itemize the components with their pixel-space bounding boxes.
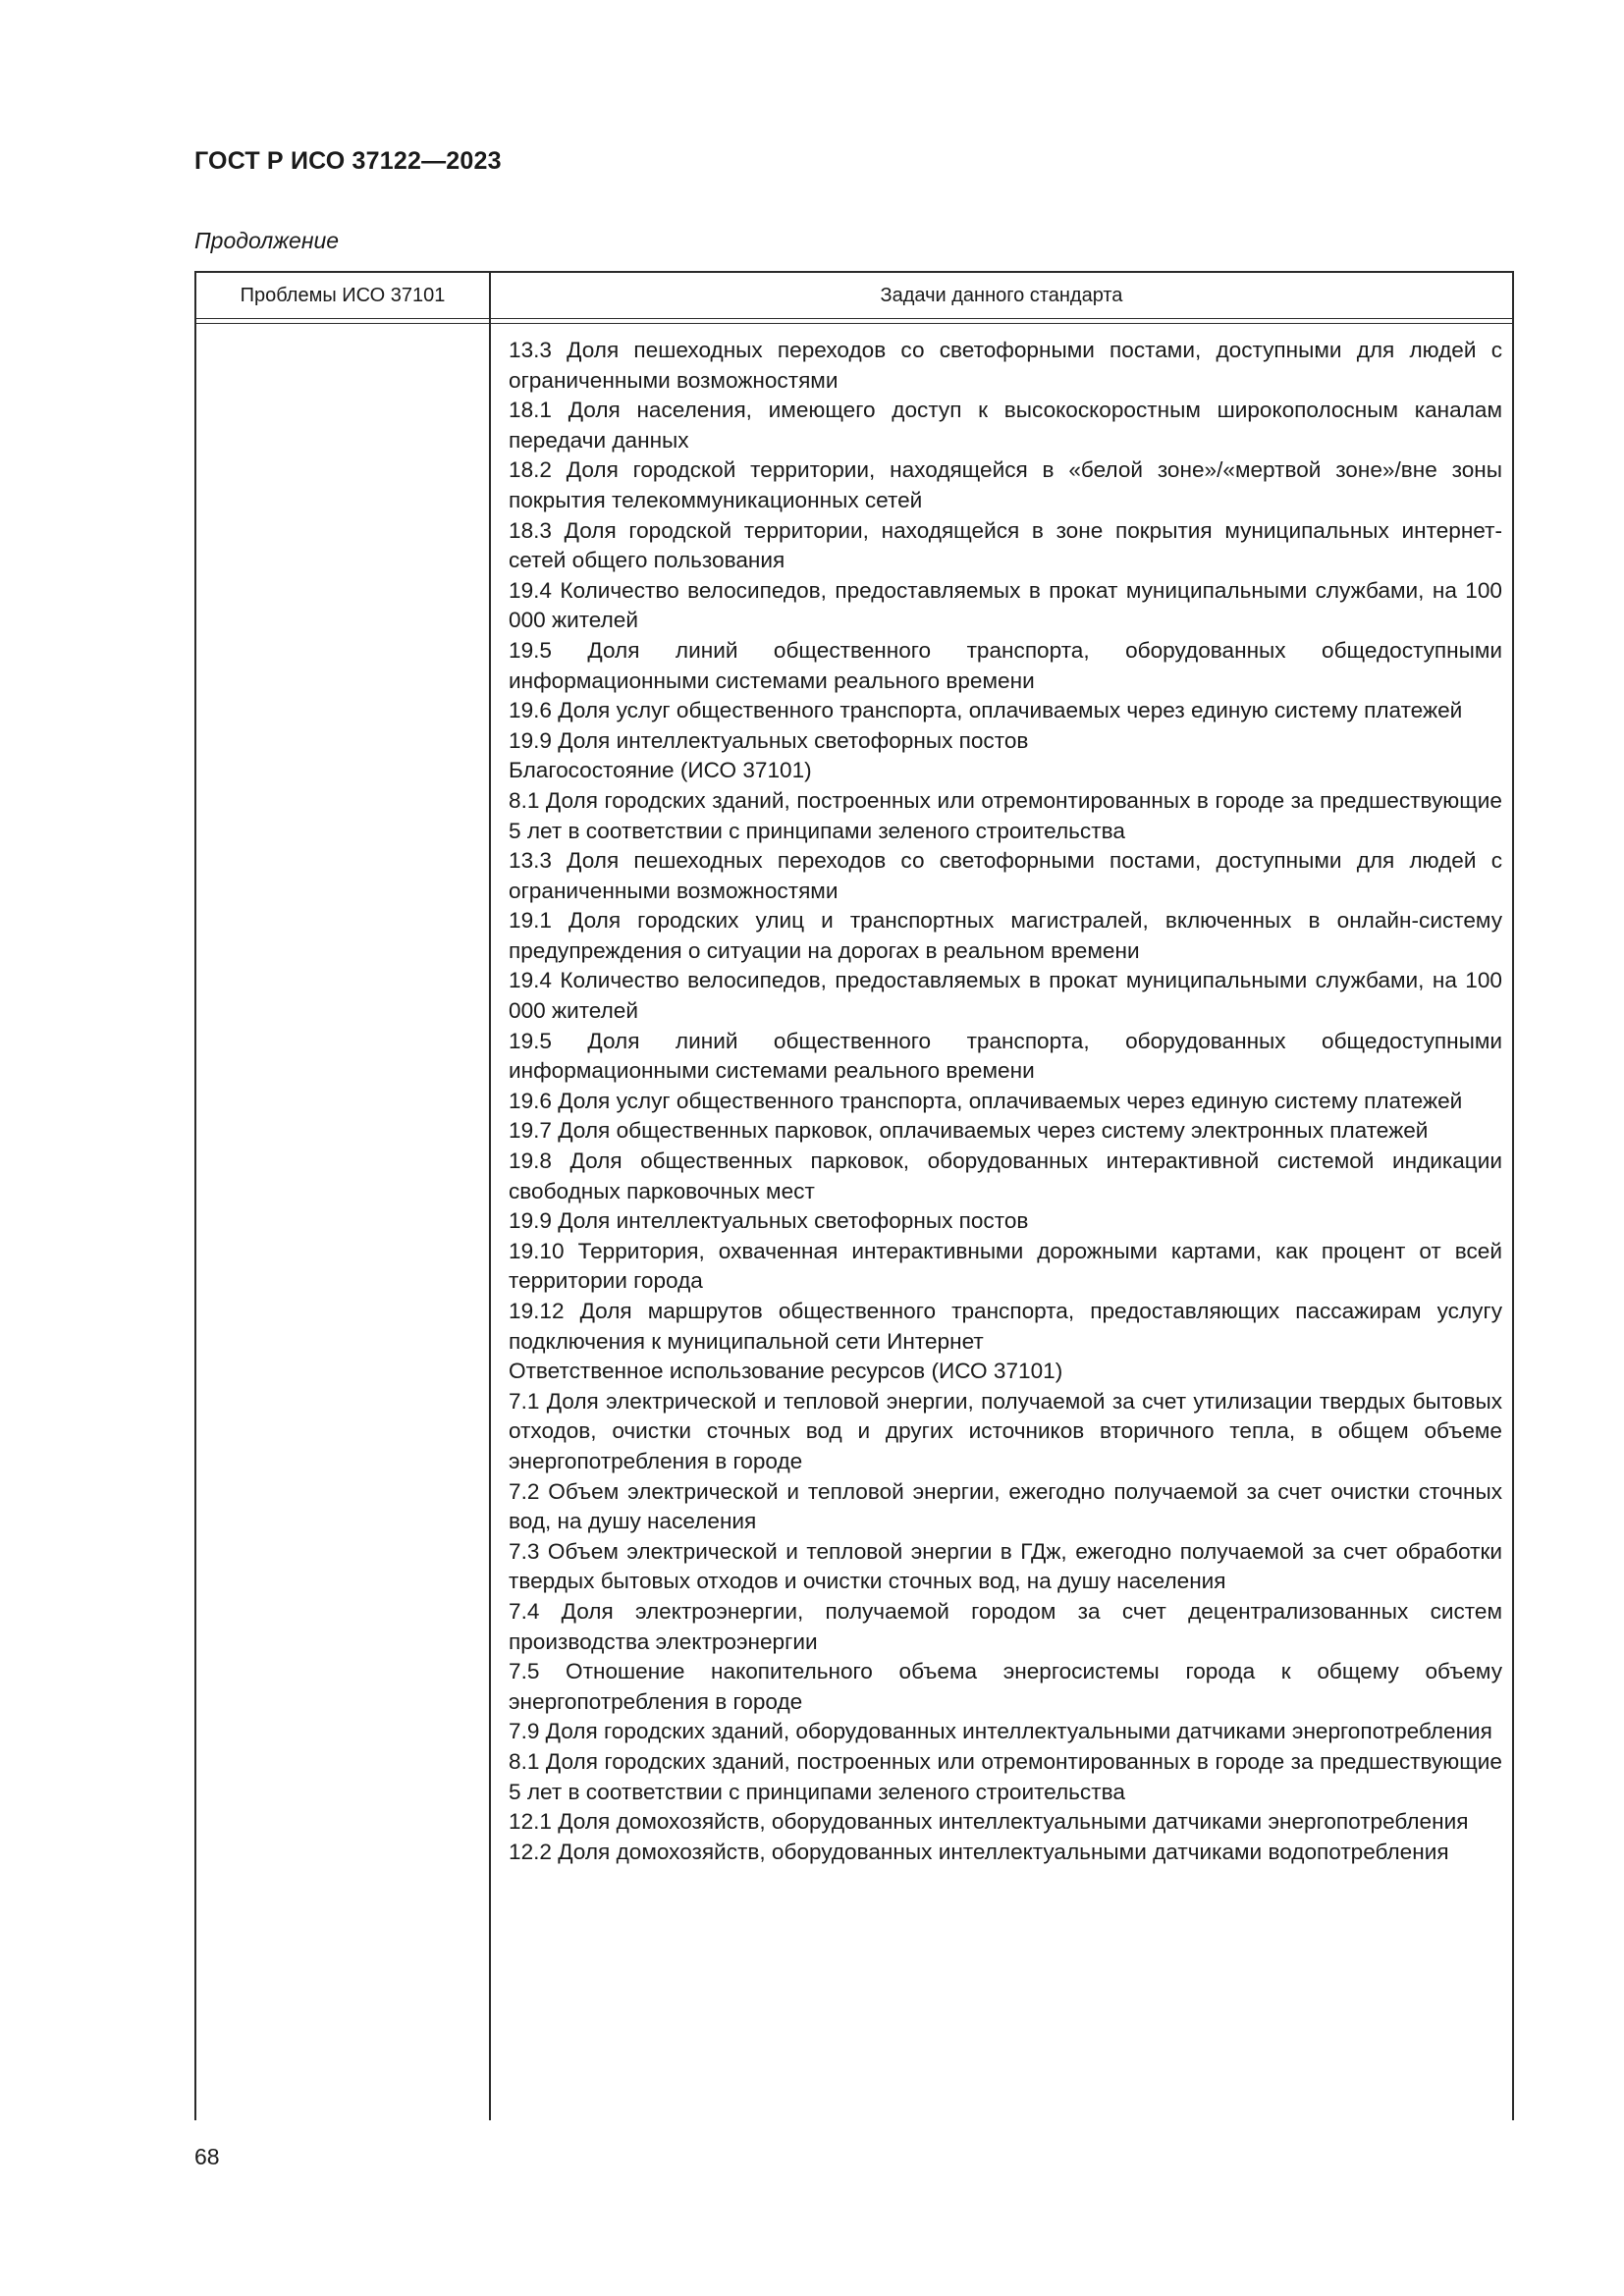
task-item: 19.10 Территория, охваченная интерактивными дорожными картами, как процент от всей территории города <box>509 1238 1502 1294</box>
task-item: 19.8 Доля общественных парковок, оборудованных интерактивной системой индикации свободных парковочных мест <box>509 1148 1502 1203</box>
column-header-problems: Проблемы ИСО 37101 <box>240 285 446 306</box>
continuation-label: Продолжение <box>194 228 340 253</box>
task-item: 19.6 Доля услуг общественного транспорта, оплачиваемых через единую систему платежей <box>509 698 1463 723</box>
task-item: 18.2 Доля городской территории, находящейся в «белой зоне»/«мертвой зоне»/вне зоны покрытия телекоммуникационных сетей <box>509 457 1502 512</box>
task-item: 8.1 Доля городских зданий, построенных или отремонтированных в городе за предшествующие 5 лет в соответствии с принципами зеленого строительства <box>509 1748 1502 1804</box>
task-item: 19.7 Доля общественных парковок, оплачиваемых через систему электронных платежей <box>509 1118 1429 1144</box>
task-item: 7.9 Доля городских зданий, оборудованных интеллектуальными датчиками энергопотребления <box>509 1719 1492 1744</box>
page-number: 68 <box>194 2144 220 2169</box>
task-item: 13.3 Доля пешеходных переходов со светофорными постами, доступными для людей с ограниченными возможностями <box>509 848 1502 903</box>
task-item: 7.3 Объем электрической и тепловой энергии в ГДж, ежегодно получаемой за счет обработки твердых бытовых отходов и очистки сточных вод, на душу населения <box>509 1538 1502 1594</box>
task-item: 19.4 Количество велосипедов, предоставляемых в прокат муниципальными службами, на 100 000 жителей <box>509 577 1502 633</box>
task-item: 7.2 Объем электрической и тепловой энергии, ежегодно получаемой за счет очистки сточных вод, на душу населения <box>509 1478 1502 1534</box>
task-item: 19.9 Доля интеллектуальных светофорных постов <box>509 1208 1029 1234</box>
task-item: 19.5 Доля линий общественного транспорта, оборудованных общедоступными информационными системами реального времени <box>509 1028 1502 1084</box>
task-item: 7.4 Доля электроэнергии, получаемой городом за счет децентрализованных систем производства электроэнергии <box>509 1598 1502 1654</box>
task-item: 19.5 Доля линий общественного транспорта, оборудованных общедоступными информационными системами реального времени <box>509 637 1502 693</box>
task-item: 8.1 Доля городских зданий, построенных или отремонтированных в городе за предшествующие 5 лет в соответствии с принципами зеленого строительства <box>509 787 1502 843</box>
task-item: 13.3 Доля пешеходных переходов со светофорными постами, доступными для людей с ограниченными возможностями <box>509 338 1502 393</box>
column-divider <box>489 273 491 2120</box>
task-item: 19.12 Доля маршрутов общественного транспорта, предоставляющих пассажирам услугу подключения к муниципальной сети Интернет <box>509 1299 1502 1354</box>
task-item: 7.5 Отношение накопительного объема энергосистемы города к общему объему энергопотребления в городе <box>509 1659 1502 1714</box>
header-separator <box>196 318 1512 324</box>
standards-table <box>194 271 1514 2120</box>
task-item: 7.1 Доля электрической и тепловой энергии, получаемой за счет утилизации твердых бытовых отходов, очистки сточных вод и других источников вторичного тепла, в общем объеме энергопотребления в городе <box>509 1388 1502 1473</box>
tasks-cell <box>509 336 1502 1867</box>
task-item: 12.1 Доля домохозяйств, оборудованных интеллектуальными датчиками энергопотребления <box>509 1809 1469 1835</box>
task-item: 19.4 Количество велосипедов, предоставляемых в прокат муниципальными службами, на 100 000 жителей <box>509 968 1502 1024</box>
document-code: ГОСТ Р ИСО 37122—2023 <box>194 147 502 175</box>
task-item: 18.1 Доля населения, имеющего доступ к высокоскоростным широкополосным каналам передачи данных <box>509 398 1502 453</box>
task-item: 19.6 Доля услуг общественного транспорта, оплачиваемых через единую систему платежей <box>509 1088 1463 1113</box>
section-heading: Благосостояние (ИСО 37101) <box>509 758 812 783</box>
task-item: 12.2 Доля домохозяйств, оборудованных интеллектуальными датчиками водопотребления <box>509 1839 1449 1864</box>
task-item: 18.3 Доля городской территории, находящейся в зоне покрытия муниципальных интернет-сетей общего пользования <box>509 517 1502 573</box>
column-header-tasks: Задачи данного стандарта <box>880 285 1123 306</box>
task-item: 19.1 Доля городских улиц и транспортных магистралей, включенных в онлайн-систему предупреждения о ситуации на дорогах в реальном времени <box>509 908 1502 963</box>
section-heading: Ответственное использование ресурсов (ИСО 37101) <box>509 1359 1063 1384</box>
task-item: 19.9 Доля интеллектуальных светофорных постов <box>509 727 1029 753</box>
